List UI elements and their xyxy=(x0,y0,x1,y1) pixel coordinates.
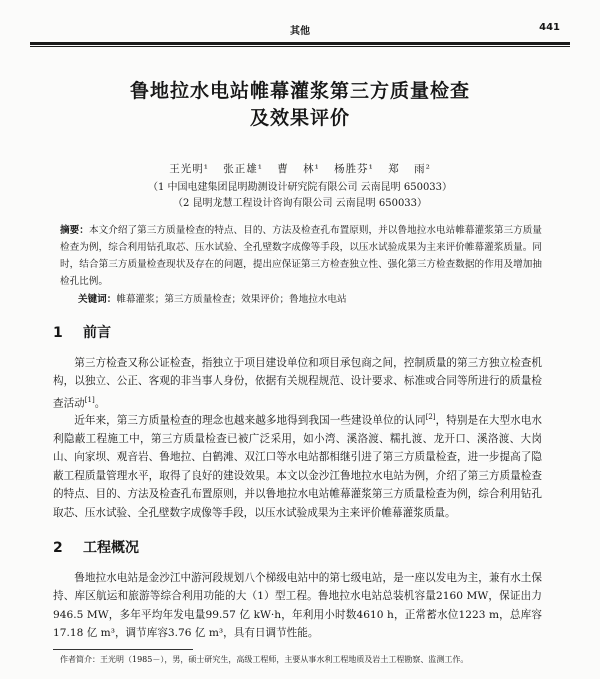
section-number: 1 xyxy=(53,325,63,341)
footnote-author-bio: 作者简介：王光明（1985－），男，硕士研究生，高级工程师，主要从事水利工程地质及岩土工程勘察、监测工作。 xyxy=(60,655,469,664)
section-heading-overview xyxy=(53,537,139,557)
header-section-title: 其他 xyxy=(290,26,310,37)
page-number: 441 xyxy=(539,22,560,33)
affiliation-1: （1 中国电建集团昆明勘测设计研究院有限公司 云南昆明 650033） xyxy=(147,182,453,193)
keywords-text: 帷幕灌浆；第三方质量检查；效果评价；鲁地拉水电站 xyxy=(116,294,347,305)
header-rule-thin xyxy=(30,46,570,47)
keywords xyxy=(78,291,542,305)
intro-paragraph-2 xyxy=(53,408,542,522)
author-list: 王光明¹ 张正雄¹ 曹 林¹ 杨胜芬¹ 郑 雨² xyxy=(169,163,431,175)
keywords-label: 关键词： xyxy=(78,294,117,305)
paragraph-text: 第三方检查又称公证检查，指独立于项目建设单位和项目承包商之间，控制质量的第三方独立检查机构，以独立、公正、客观的非当事人身份，依据有关规程规范、设计要求、标准或合同等所进行的质量检查活动 xyxy=(53,357,542,410)
running-header xyxy=(40,22,560,36)
abstract xyxy=(60,222,542,290)
paper-title-line1: 鲁地拉水电站帷幕灌浆第三方质量检查 xyxy=(129,80,470,102)
affiliation-2: （2 昆明龙慧工程设计咨询有限公司 云南昆明 650033） xyxy=(172,198,428,209)
header-rule-thick xyxy=(30,42,570,45)
abstract-text: 本文介绍了第三方质量检查的特点、目的、方法及检查孔布置原则，并以鲁地拉水电站帷幕灌浆第三方质量检查为例，综合利用钻孔取芯、压水试验、全孔壁数字成像等手段，以压水试验成果为主来评价帷幕灌浆质量。同时，结合第三方质量检查现状及存在的问题，提出应保证第三方检查独立性、强化第三方检查数据的作用及增加抽检孔比例。 xyxy=(60,225,543,287)
citation-ref: [2] xyxy=(425,413,436,421)
footnote-rule xyxy=(53,649,193,650)
section-number: 2 xyxy=(53,540,63,556)
section-title: 工程概况 xyxy=(83,540,139,556)
paragraph-text-cont: ，特别是在大型水电水利隐蔽工程施工中，第三方质量检查已被广泛采用，如小湾、溪洛渡、糯扎渡、龙开口、溪洛渡、大岗山、向家坝、观音岩、鲁地拉、白鹤滩、双江口等水电站都相继引进了第三方质量检查，进一步提高了隐蔽工程质量管理水平，取得了良好的建设效果。本文以金沙江鲁地拉水电站为例，介绍了第三方质量检查的特点、目的、方法及检查孔布置原则，并以鲁地拉水电站帷幕灌浆第三方质量检查为例，综合利用钻孔取芯、压水试验、全孔壁数字成像等手段，以压水试验成果为主来评价帷幕灌浆质量。 xyxy=(53,414,543,519)
paragraph-end: 。 xyxy=(94,397,106,410)
citation-ref: [1] xyxy=(84,395,95,404)
paragraph-text: 近年来，第三方质量检查的理念也越来越多地得到我国一些建设单位的认同 xyxy=(74,414,426,427)
section-title: 前言 xyxy=(83,325,111,341)
overview-paragraph: 鲁地拉水电站是金沙江中游河段规划八个梯级电站中的第七级电站，是一座以发电为主，兼有水土保持、库区航运和旅游等综合利用功能的大（1）型工程。鲁地拉水电站总装机容量2160 MW，保证出力946.5 MW，多年平均年发电量99.57 亿 kW·h，年利用小时数4610 h，正常蓄水位1223 m，总库容17.18 亿 m³，调节库容3.76 亿 m³，具有日调节性能。 xyxy=(53,572,542,640)
intro-paragraph-1 xyxy=(53,354,542,413)
section-heading-intro xyxy=(53,322,111,342)
abstract-label: 摘要： xyxy=(60,225,89,236)
paper-title-line2: 及效果评价 xyxy=(249,107,350,129)
